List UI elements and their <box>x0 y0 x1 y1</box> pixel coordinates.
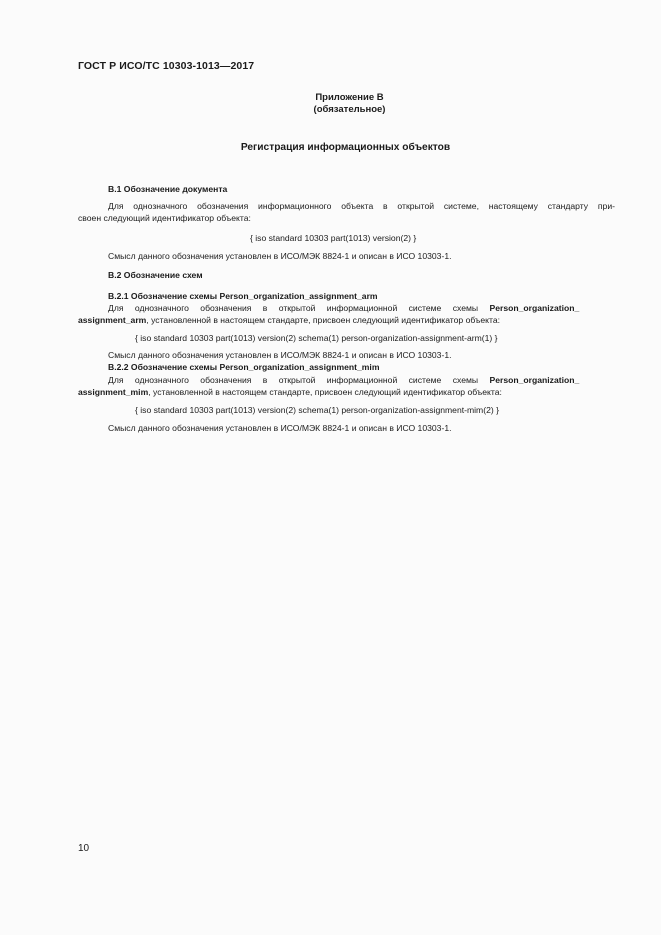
b21-schema-name-1: Person_organization_ <box>489 303 580 313</box>
b2-heading: В.2 Обозначение схем <box>108 270 203 280</box>
b1-paragraph-line1: Для однозначного обозначения информационного объекта в открытой системе, настоящему стандарту при- <box>108 201 615 211</box>
b22-identifier: { iso standard 10303 part(1013) version(2) schema(1) person-organization-assignment-mim(2) } <box>135 405 499 415</box>
section-title: Регистрация информационных объектов <box>240 142 451 153</box>
appendix-status: (обязательное) <box>313 104 386 115</box>
b22-schema-name-1: Person_organization_ <box>489 375 580 385</box>
page-number: 10 <box>78 843 90 854</box>
b21-para-start: Для однозначного обозначения в открытой информационной системе схемы <box>108 303 490 313</box>
b21-para-end: , установленной в настоящем стандарте, присвоен следующий идентификатор объекта: <box>146 315 500 325</box>
b22-para-end: , установленной в настоящем стандарте, присвоен следующий идентификатор объекта: <box>148 387 502 397</box>
b22-heading: В.2.2 Обозначение схемы Person_organization_assignment_mim <box>108 362 380 372</box>
appendix-label: Приложение В <box>315 92 384 103</box>
b21-paragraph <box>78 302 615 326</box>
b22-schema-name-2: assignment_mim <box>78 387 149 397</box>
b22-para-start: Для однозначного обозначения в открытой информационной системе схемы <box>108 375 490 385</box>
b1-meaning: Смысл данного обозначения установлен в ИСО/МЭК 8824-1 и описан в ИСО 10303-1. <box>108 251 452 261</box>
b21-schema-name-2: assignment_arm <box>78 315 147 325</box>
standard-header: ГОСТ Р ИСО/ТС 10303-1013—2017 <box>78 60 255 72</box>
b1-paragraph-line2: своен следующий идентификатор объекта: <box>78 213 251 223</box>
b21-heading: В.2.1 Обозначение схемы Person_organization_assignment_arm <box>108 291 378 301</box>
b1-heading: В.1 Обозначение документа <box>108 184 228 194</box>
b1-identifier: { iso standard 10303 part(1013) version(2) } <box>250 233 417 243</box>
b22-meaning: Смысл данного обозначения установлен в ИСО/МЭК 8824-1 и описан в ИСО 10303-1. <box>108 423 452 433</box>
b21-meaning: Смысл данного обозначения установлен в ИСО/МЭК 8824-1 и описан в ИСО 10303-1. <box>108 350 452 360</box>
b21-identifier: { iso standard 10303 part(1013) version(2) schema(1) person-organization-assignment-arm(1) } <box>135 333 498 343</box>
b22-paragraph <box>78 374 615 398</box>
